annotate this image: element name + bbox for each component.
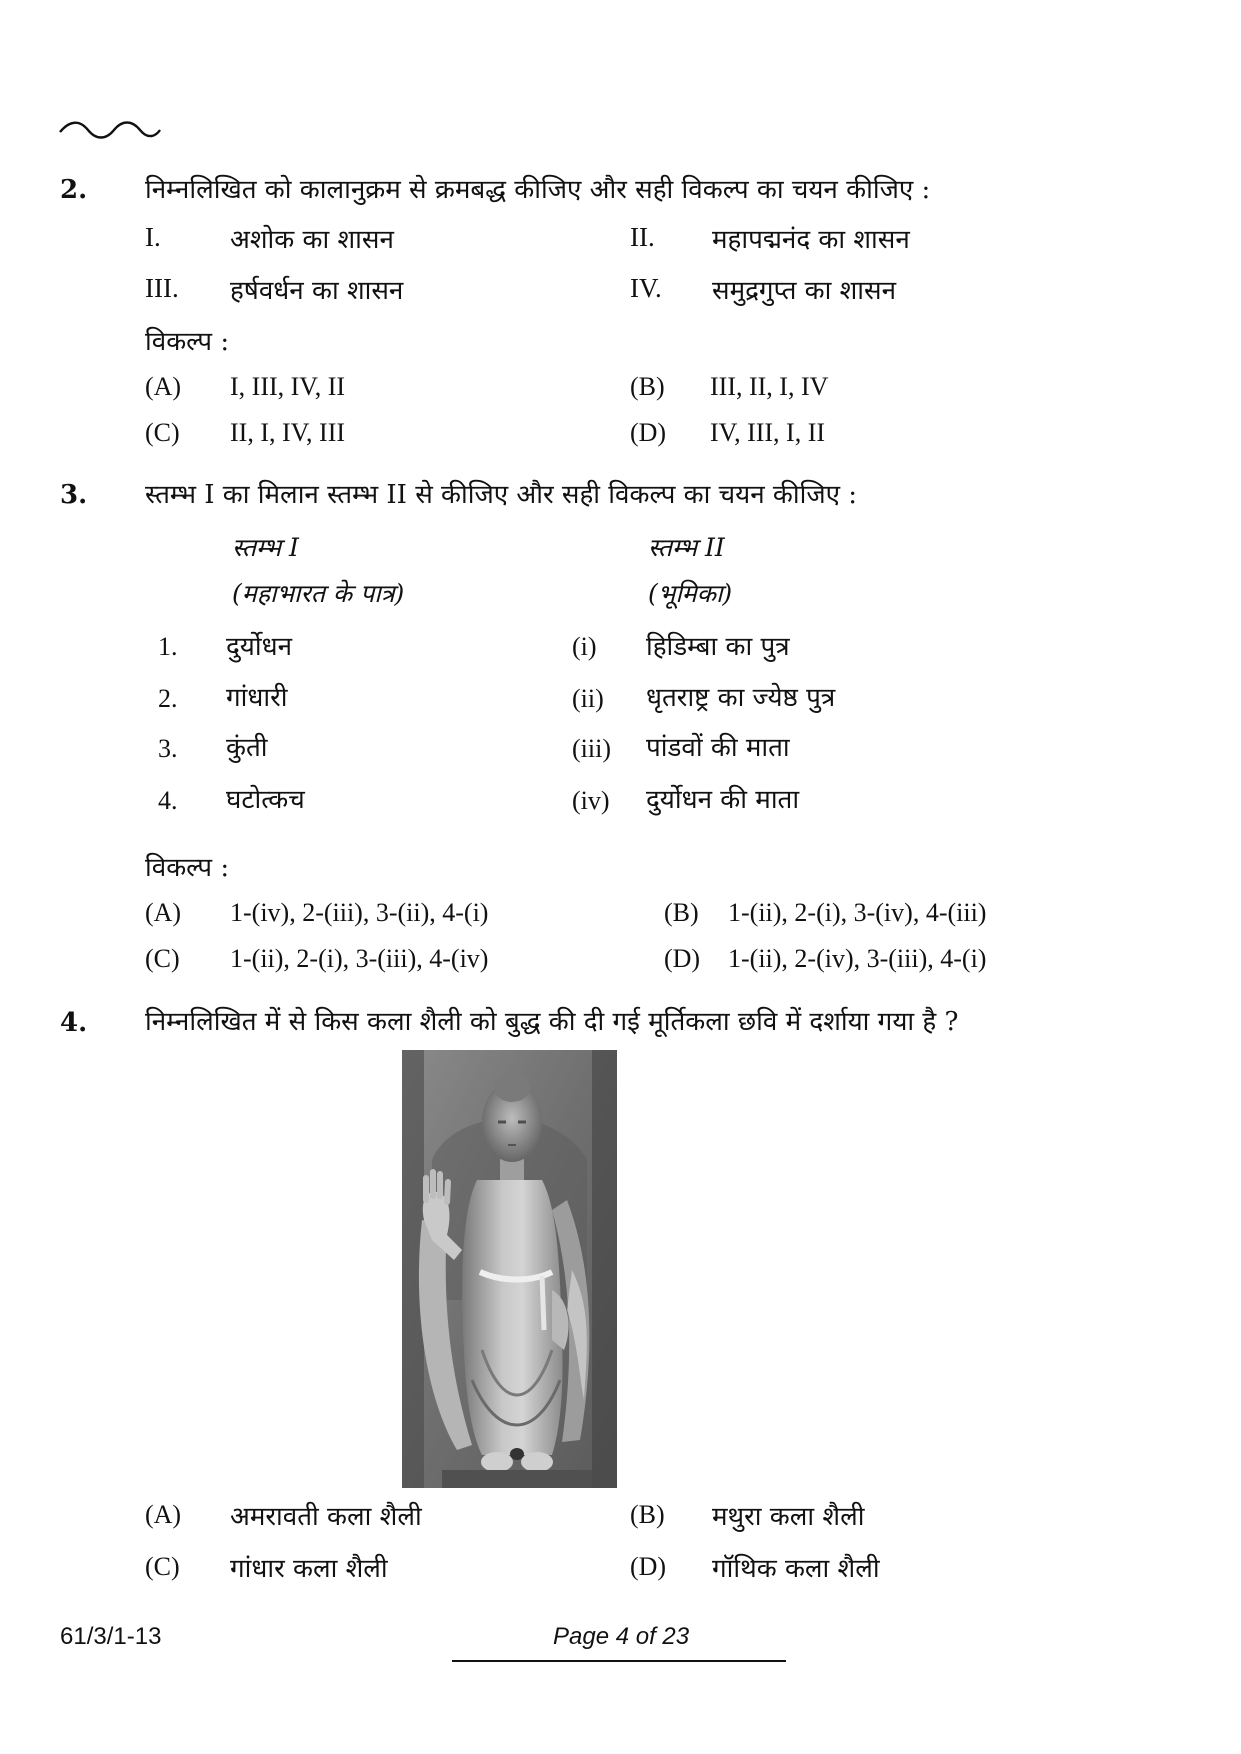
q3-col1-number: 3. xyxy=(158,734,178,763)
q2-number: 2. xyxy=(60,175,88,205)
q3-col2-item: हिडिम्बा का पुत्र xyxy=(646,632,790,662)
q4-option-text: मथुरा कला शैली xyxy=(712,1502,865,1532)
q2-item-text: महापद्मनंद का शासन xyxy=(712,225,910,255)
page-number: Page 4 of 23 xyxy=(553,1623,690,1650)
q3-question: स्तम्भ I का मिलान स्तम्भ II से कीजिए और सही विकल्प का चयन कीजिए : xyxy=(145,480,858,510)
q2-option-label: (B) xyxy=(630,372,665,401)
q3-col1-number: 1. xyxy=(158,632,178,661)
q3-col1-number: 4. xyxy=(158,786,178,815)
q3-option-label: (A) xyxy=(145,898,182,927)
q4-question: निम्नलिखित में से किस कला शैली को बुद्ध की दी गई मूर्तिकला छवि में दर्शाया गया है ? xyxy=(145,1007,959,1037)
q4-option-label: (C) xyxy=(145,1552,180,1581)
q2-options-label: विकल्प : xyxy=(145,327,230,357)
q4-option-text: गांधार कला शैली xyxy=(230,1554,388,1584)
q2-option-text: III, II, I, IV xyxy=(710,372,829,401)
q3-option-text: 1-(ii), 2-(i), 3-(iii), 4-(iv) xyxy=(230,944,489,973)
q3-option-text: 1-(iv), 2-(iii), 3-(ii), 4-(i) xyxy=(230,898,489,927)
q3-col2-heading: स्तम्भ II xyxy=(648,533,725,562)
q4-number: 4. xyxy=(60,1008,88,1038)
q2-item-roman: III. xyxy=(145,273,179,303)
q2-item-text: समुद्रगुप्त का शासन xyxy=(712,276,897,306)
q3-col2-item: पांडवों की माता xyxy=(646,733,790,763)
q4-option-text: गॉथिक कला शैली xyxy=(712,1554,880,1584)
q3-number: 3. xyxy=(60,480,88,510)
q3-col1-item: घटोत्कच xyxy=(226,785,305,815)
q2-option-label: (C) xyxy=(145,418,180,447)
q3-col1-subheading: (महाभारत के पात्र) xyxy=(232,579,405,608)
q3-options-label: विकल्प : xyxy=(145,853,230,883)
q2-option-label: (D) xyxy=(630,418,667,447)
wave-ornament-icon xyxy=(58,118,162,142)
q2-item-roman: IV. xyxy=(630,273,662,303)
q4-option-text: अमरावती कला शैली xyxy=(230,1502,422,1532)
q3-col2-number: (i) xyxy=(572,632,597,661)
footer-rule xyxy=(452,1660,786,1662)
q4-option-label: (A) xyxy=(145,1500,182,1529)
q2-item-roman: I. xyxy=(145,222,161,252)
q3-col1-number: 2. xyxy=(158,684,178,713)
q2-question: निम्नलिखित को कालानुक्रम से क्रमबद्ध कीजिए और सही विकल्प का चयन कीजिए : xyxy=(145,175,931,205)
q4-option-label: (B) xyxy=(630,1500,665,1529)
q3-col1-item: दुर्योधन xyxy=(226,632,293,662)
q2-option-text: II, I, IV, III xyxy=(230,418,346,447)
q3-col2-item: धृतराष्ट्र का ज्येष्ठ पुत्र xyxy=(646,683,836,713)
q3-option-text: 1-(ii), 2-(i), 3-(iv), 4-(iii) xyxy=(728,898,987,927)
q3-option-label: (D) xyxy=(664,944,701,973)
q3-col1-item: गांधारी xyxy=(226,683,288,713)
q3-col2-number: (ii) xyxy=(572,684,604,713)
q3-col1-item: कुंती xyxy=(226,733,268,763)
q3-col2-item: दुर्योधन की माता xyxy=(646,785,800,815)
q3-col1-heading: स्तम्भ I xyxy=(232,533,299,562)
q3-col2-number: (iii) xyxy=(572,734,611,763)
q3-option-label: (C) xyxy=(145,944,180,973)
buddha-sculpture-image xyxy=(402,1050,617,1488)
q3-col2-number: (iv) xyxy=(572,786,610,815)
q3-col2-subheading: (भूमिका) xyxy=(648,579,733,608)
q2-option-label: (A) xyxy=(145,372,182,401)
q3-option-text: 1-(ii), 2-(iv), 3-(iii), 4-(i) xyxy=(728,944,987,973)
q2-item-text: हर्षवर्धन का शासन xyxy=(230,276,404,306)
q2-option-text: IV, III, I, II xyxy=(710,418,826,447)
paper-code: 61/3/1-13 xyxy=(60,1623,162,1650)
q3-option-label: (B) xyxy=(664,898,699,927)
q2-option-text: I, III, IV, II xyxy=(230,372,346,401)
q4-option-label: (D) xyxy=(630,1552,667,1581)
q2-item-text: अशोक का शासन xyxy=(230,225,394,255)
q2-item-roman: II. xyxy=(630,222,655,252)
